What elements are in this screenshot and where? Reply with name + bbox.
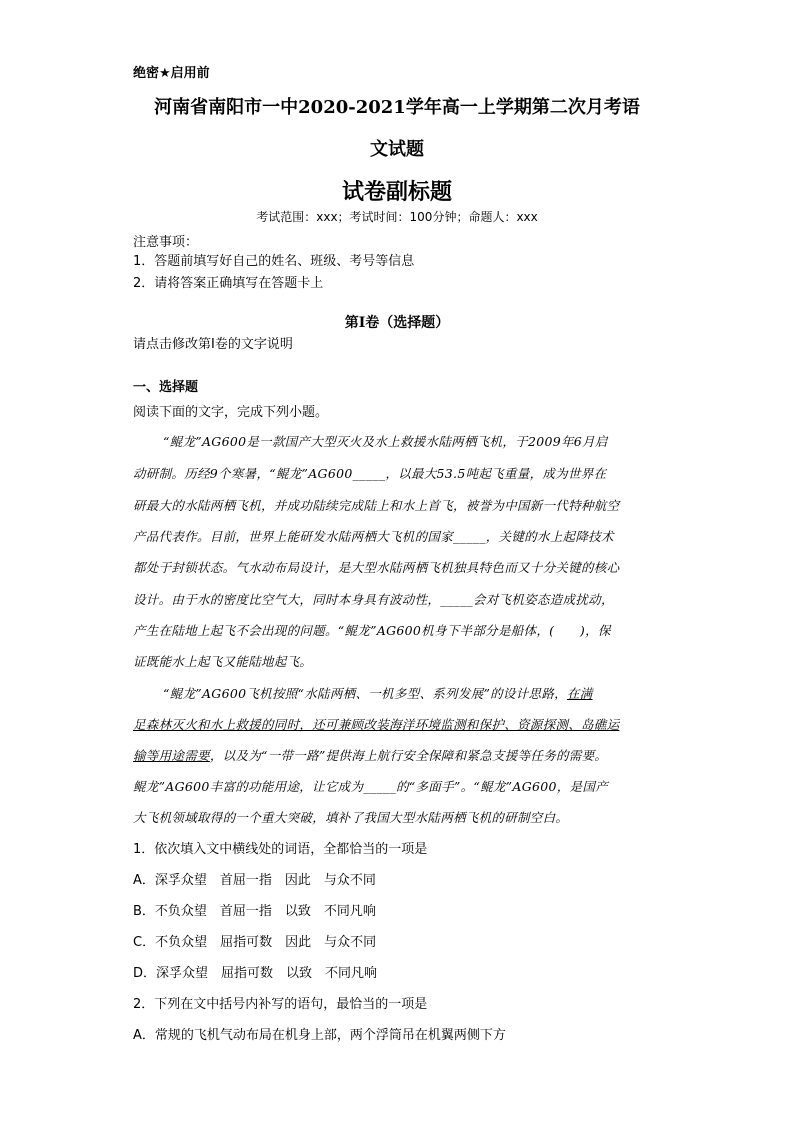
question-option: A．深孚众望 首屈一指 因此 与众不同 xyxy=(133,873,376,888)
exam-subtitle: 试卷副标题 xyxy=(341,179,452,205)
passage-line: 设计。由于水的密度比空气大，同时本身具有波动性，_____会对飞机姿态造成扰动， xyxy=(133,592,614,607)
section-description: 请点击修改第I卷的文字说明 xyxy=(133,337,293,352)
passage-line: 产品代表作。目前，世界上能研发水陆两栖大飞机的国家_____，关键的水上起降技术 xyxy=(133,529,614,544)
note-item: 2．请将答案正确填写在答题卡上 xyxy=(133,276,324,291)
question-option: A．常规的飞机气动布局在机身上部，两个浮筒吊在机翼两侧下方 xyxy=(133,1028,506,1043)
passage-text: ，以及为“一带一路”提供海上航行安全保障和紧急支援等任务的需要。 xyxy=(209,748,608,763)
passage-line: 都处于封锁状态。气水动布局设计，是大型水陆两栖飞机独具特色而又十分关键的核心 xyxy=(133,560,620,575)
part-heading: 一、选择题 xyxy=(133,380,199,395)
passage-text: “鲲龙”AG600飞机按照“水陆两栖、一机多型、系列发展”的设计思路， xyxy=(163,686,567,701)
passage-line: 鲲龙”AG600丰富的功能用途，让它成为_____的“多面手”。“鲲龙”AG600，是国产 xyxy=(133,779,608,794)
exam-title-line-1: 河南省南阳市一中2020-2021学年高一上学期第二次月考语 xyxy=(154,97,640,118)
section-title: 第I卷（选择题） xyxy=(344,315,450,331)
passage-line: 动研制。历经9个寒暑，“鲲龙”AG600_____，以最大53.5吨起飞重量，成为世界在 xyxy=(133,466,607,481)
notes-heading: 注意事项： xyxy=(133,235,199,250)
question-option: C．不负众望 屈指可数 因此 与众不同 xyxy=(133,935,377,950)
passage-line: 研最大的水陆两栖飞机，并成功陆续完成陆上和水上首飞，被誉为中国新一代特种航空 xyxy=(133,498,620,513)
question-option: B．不负众望 首屈一指 以致 不同凡响 xyxy=(133,904,376,919)
question-option: D．深孚众望 屈指可数 以致 不同凡响 xyxy=(133,966,378,981)
note-item: 1．答题前填写好自己的姓名、班级、考号等信息 xyxy=(133,254,415,269)
passage-line: 证既能水上起飞又能陆地起飞。 xyxy=(133,654,313,669)
part-instruction: 阅读下面的文字，完成下列小题。 xyxy=(133,405,329,420)
passage-line: 大飞机领域取得的一个重大突破，填补了我国大型水陆两栖飞机的研制空白。 xyxy=(133,810,569,825)
underlined-sentence: 在满 xyxy=(566,686,593,701)
passage-line xyxy=(133,746,663,764)
passage-line xyxy=(163,684,693,702)
underlined-sentence: 输等用途需要 xyxy=(133,748,210,763)
confidential-label: 绝密★启用前 xyxy=(133,66,210,81)
question-stem: 2．下列在文中括号内补写的语句，最恰当的一项是 xyxy=(133,997,428,1012)
exam-info: 考试范围：xxx；考试时间：100分钟；命题人：xxx xyxy=(256,210,538,224)
exam-title-line-2: 文试题 xyxy=(370,139,424,160)
underlined-sentence: 足森林灭火和水上救援的同时，还可兼顾改装海洋环境监测和保护、资源探测、岛礁运 xyxy=(133,717,620,732)
passage-line: 产生在陆地上起飞不会出现的问题。“鲲龙”AG600机身下半部分是船体，( )，保 xyxy=(133,623,611,638)
question-stem: 1．依次填入文中横线处的词语，全都恰当的一项是 xyxy=(133,842,428,857)
passage-line: “鲲龙”AG600是一款国产大型灭火及水上救援水陆两栖飞机，于2009年6月启 xyxy=(163,434,608,449)
